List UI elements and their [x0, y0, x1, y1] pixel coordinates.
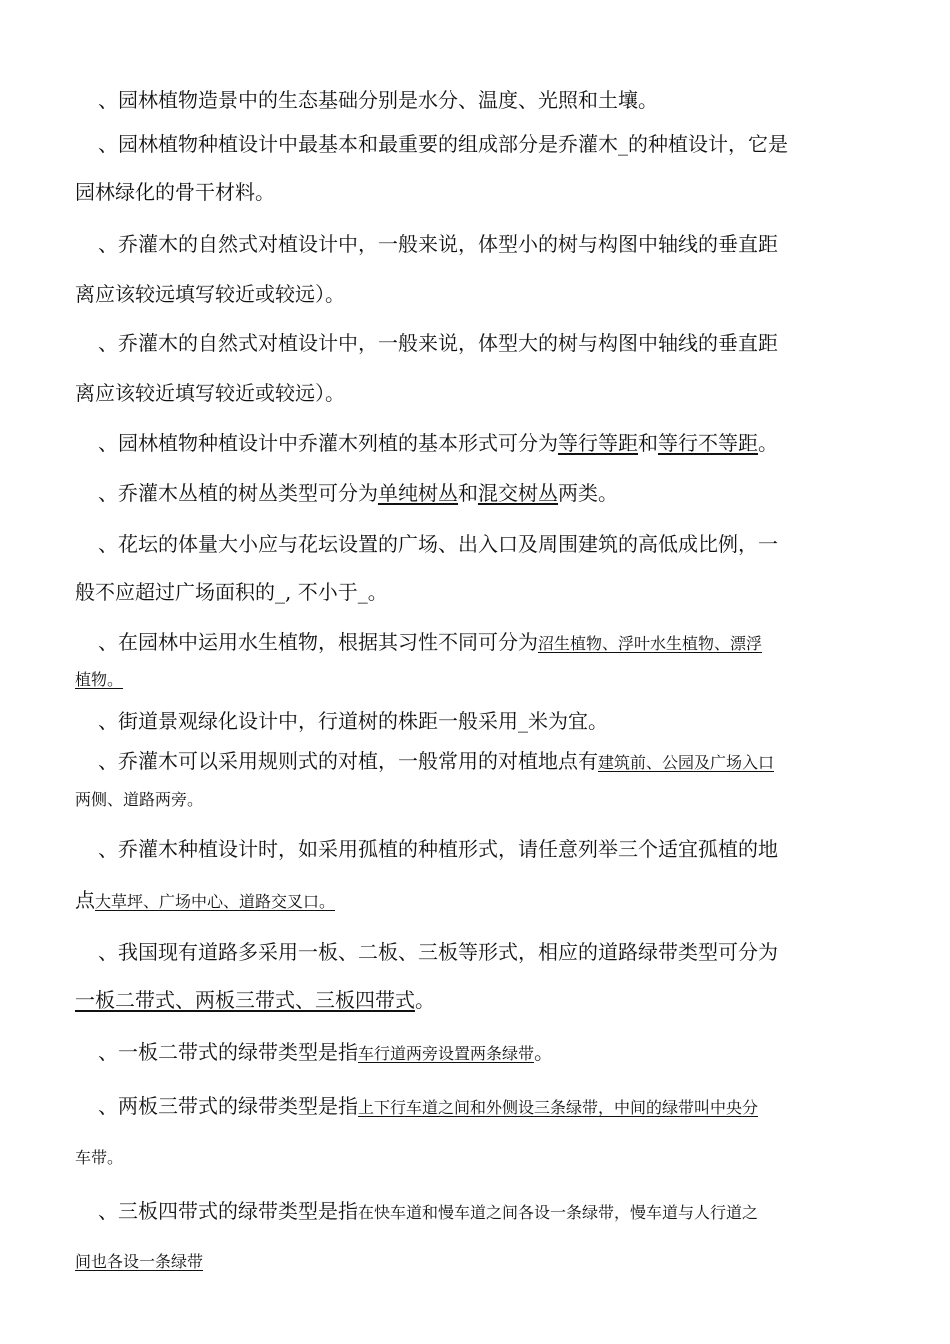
question-4-continuation [75, 379, 875, 407]
question-12-continuation [75, 986, 875, 1014]
question-text: 、街道景观绿化设计中，行道树的株距一般采用_米为宜。 [98, 709, 608, 733]
question-text: 、一板二带式的绿带类型是指 [98, 1040, 358, 1064]
question-text: 两类。 [558, 481, 618, 505]
question-text: 、乔灌木丛植的树丛类型可分为 [98, 481, 378, 505]
question-2-continuation [75, 178, 875, 206]
question-2 [98, 130, 875, 158]
answer-text: 沼生植物、浮叶水生植物、漂浮 [538, 634, 763, 653]
answer-text: 单纯树丛 [378, 481, 458, 505]
question-text: 、三板四带式的绿带类型是指 [98, 1199, 358, 1223]
answer-text: 一板二带式、两板三带式、三板四带式 [75, 988, 415, 1012]
answer-text: 植物。 [75, 670, 124, 689]
question-3 [98, 230, 875, 258]
question-text: 、在园林中运用水生植物，根据其习性不同可分为 [98, 630, 538, 654]
question-text: 、乔灌木种植设计时，如采用孤植的种植形式，请任意列举三个适宜孤植的地 [98, 837, 778, 861]
question-text: 离应该较近填写较近或较远）。 [75, 381, 345, 405]
question-14-continuation [75, 1144, 875, 1172]
question-text: 、花坛的体量大小应与花坛设置的广场、出入口及周围建筑的高低成比例，一 [98, 532, 778, 556]
question-14 [98, 1092, 875, 1122]
question-text: 、乔灌木的自然式对植设计中，一般来说，体型小的树与构图中轴线的垂直距 [98, 232, 778, 256]
question-text: 、两板三带式的绿带类型是指 [98, 1094, 358, 1118]
question-text: 、乔灌木可以采用规则式的对植，一般常用的对植地点有 [98, 749, 598, 773]
answer-text: 在快车道和慢车道之间各设一条绿带，慢车道与人行道之 [358, 1203, 759, 1222]
question-15 [98, 1197, 875, 1227]
question-text: 。 [534, 1040, 555, 1064]
answer-text: 间也各设一条绿带 [75, 1252, 204, 1271]
question-11-continuation [75, 886, 875, 916]
answer-text: 两侧、道路两旁。 [75, 790, 204, 809]
question-text: 般不应超过广场面积的_, 不小于_。 [75, 580, 388, 604]
question-4 [98, 329, 875, 357]
question-11 [98, 835, 875, 863]
question-text: 和 [458, 481, 478, 505]
question-13 [98, 1038, 875, 1068]
question-12 [98, 938, 875, 966]
question-text: 离应该较远填写较近或较远）。 [75, 282, 345, 306]
question-text: 、我国现有道路多采用一板、二板、三板等形式，相应的道路绿带类型可分为 [98, 940, 778, 964]
question-text: 、园林植物种植设计中乔灌木列植的基本形式可分为 [98, 431, 558, 455]
answer-text: 上下行车道之间和外侧设三条绿带，中间的绿带叫中央分 [358, 1098, 759, 1117]
answer-text: 车行道两旁设置两条绿带 [358, 1044, 535, 1063]
question-7-continuation [75, 578, 875, 606]
question-3-continuation [75, 280, 875, 308]
answer-text: 建筑前、公园及广场入口 [598, 753, 775, 772]
question-8 [98, 628, 875, 658]
question-10-continuation [75, 786, 875, 814]
answer-text: 等行不等距 [658, 431, 758, 455]
question-10 [98, 747, 875, 777]
question-text: 园林绿化的骨干材料。 [75, 180, 275, 204]
answer-text: 车带。 [75, 1148, 124, 1167]
question-text: 、园林植物造景中的生态基础分别是水分、温度、光照和土壤。 [98, 88, 658, 112]
question-6 [98, 479, 875, 507]
question-text: 点 [75, 888, 95, 912]
question-text: 。 [415, 988, 435, 1012]
answer-text: 混交树丛 [478, 481, 558, 505]
question-text: 、园林植物种植设计中最基本和最重要的组成部分是乔灌木_的种植设计，它是 [98, 132, 788, 156]
question-1 [98, 86, 875, 114]
answer-text: 等行等距 [558, 431, 638, 455]
question-text: 。 [758, 431, 778, 455]
question-15-continuation [75, 1248, 875, 1276]
question-text: 、乔灌木的自然式对植设计中，一般来说，体型大的树与构图中轴线的垂直距 [98, 331, 778, 355]
answer-text: 大草坪、广场中心、道路交叉口。 [95, 892, 336, 911]
question-9 [98, 707, 875, 735]
question-5 [98, 429, 875, 457]
question-text: 和 [638, 431, 658, 455]
question-8-continuation [75, 666, 875, 694]
question-7 [98, 530, 875, 558]
